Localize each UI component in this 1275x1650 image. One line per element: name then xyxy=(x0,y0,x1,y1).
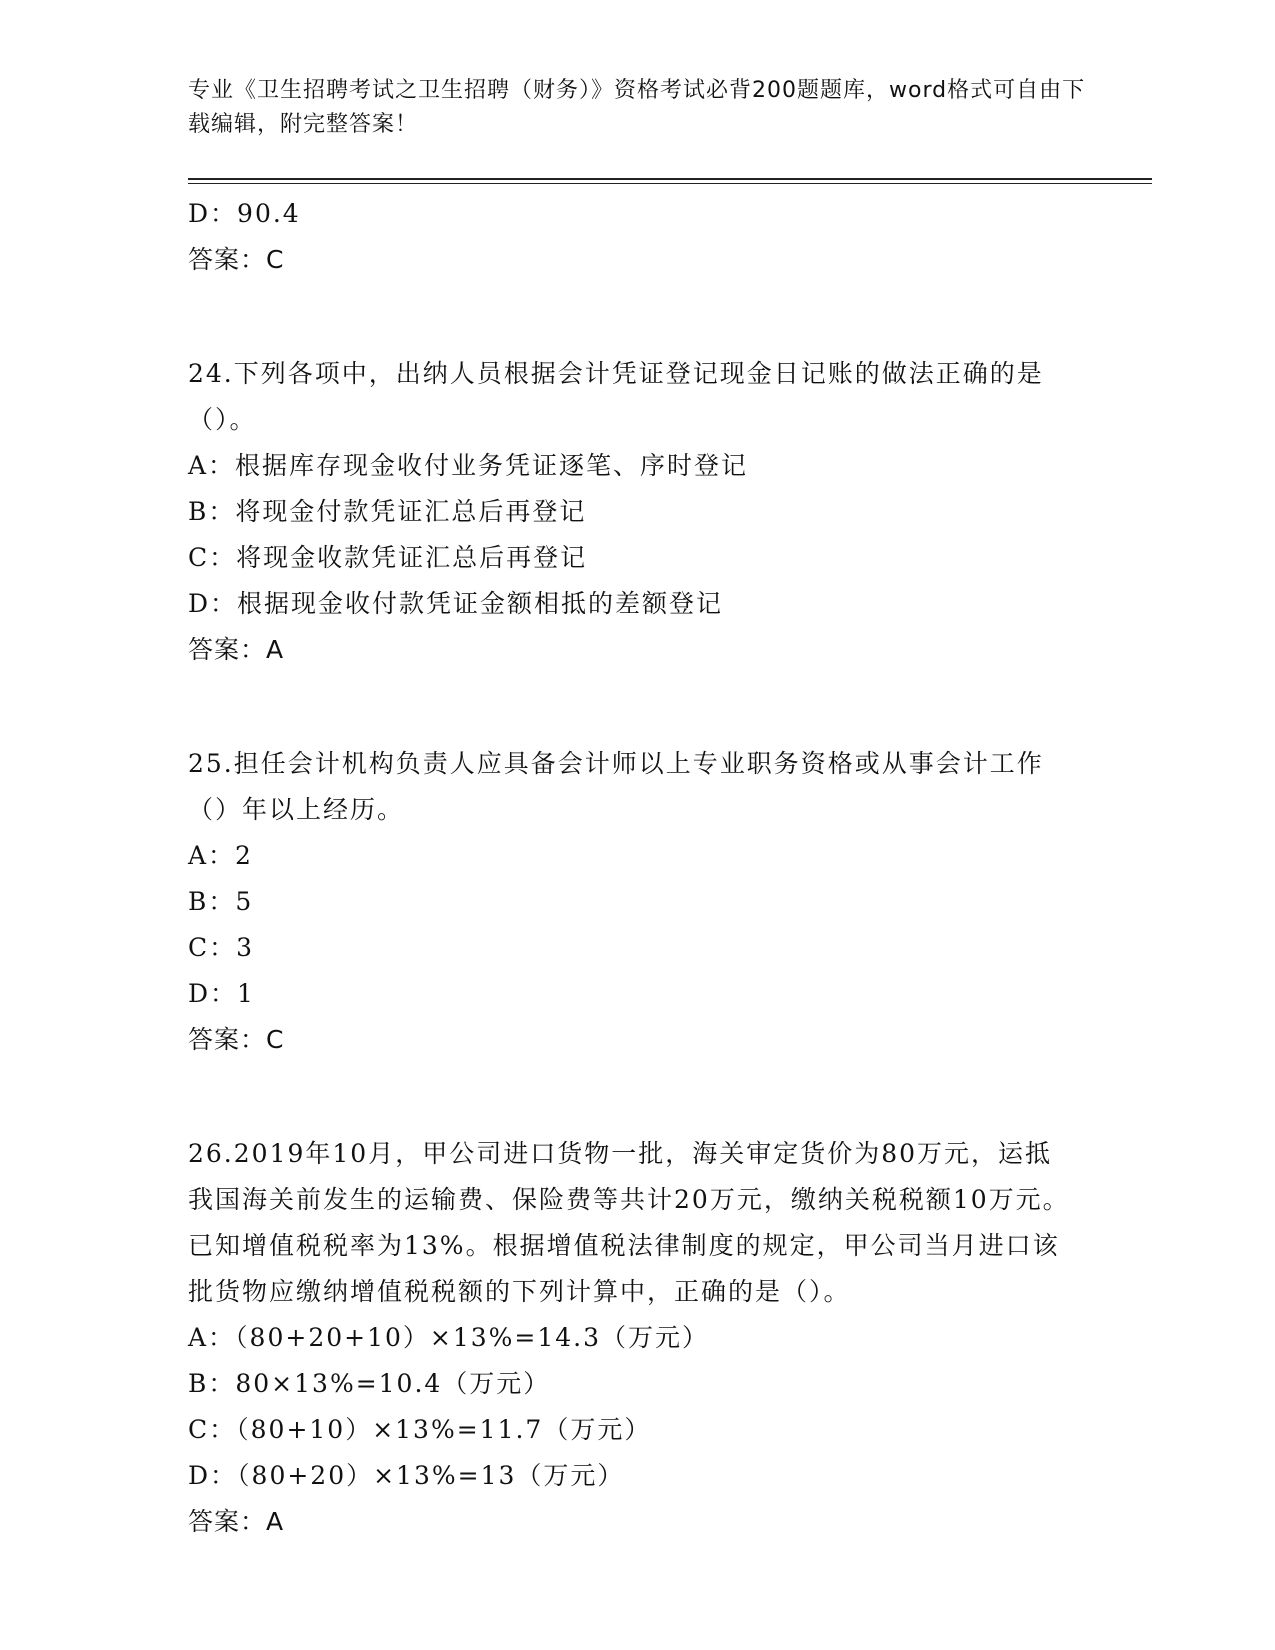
header-rule-thin xyxy=(188,183,1152,184)
option-d: D：1 xyxy=(188,979,255,1008)
document-header: 专业《卫生招聘考试之卫生招聘（财务）》资格考试必背200题题库，word格式可自由下载编辑，附完整答案！ xyxy=(188,78,1086,137)
spacer xyxy=(188,1063,1088,1131)
option-a: A：2 xyxy=(188,841,253,870)
option-b: B：将现金付款凭证汇总后再登记 xyxy=(188,497,587,526)
spacer xyxy=(188,283,1088,351)
option-a: A：根据库存现金收付业务凭证逐笔、序时登记 xyxy=(188,451,749,480)
option-d: D：90.4 xyxy=(188,199,301,228)
option-d: D：（80+20）×13%=13（万元） xyxy=(188,1461,625,1490)
previous-question-tail xyxy=(188,191,1088,283)
header-rule-thick xyxy=(188,178,1152,180)
option-b: B：80×13%=10.4（万元） xyxy=(188,1369,551,1398)
option-c: C：3 xyxy=(188,933,255,962)
option-c: C：（80+10）×13%=11.7（万元） xyxy=(188,1415,652,1444)
answer-line: 答案：C xyxy=(188,245,285,274)
option-d: D：根据现金收付款凭证金额相抵的差额登记 xyxy=(188,589,724,618)
answer-line: 答案：A xyxy=(188,635,285,664)
document-body xyxy=(188,191,1088,1545)
option-b: B：5 xyxy=(188,887,254,916)
spacer xyxy=(188,673,1088,741)
question-26 xyxy=(188,1131,1088,1545)
question-25 xyxy=(188,741,1088,1063)
question-24 xyxy=(188,351,1088,673)
answer-line: 答案：A xyxy=(188,1507,285,1536)
question-stem: 25.担任会计机构负责人应具备会计师以上专业职务资格或从事会计工作（）年以上经历。 xyxy=(188,749,1044,824)
option-c: C：将现金收款凭证汇总后再登记 xyxy=(188,543,588,572)
answer-line: 答案：C xyxy=(188,1025,285,1054)
option-a: A：（80+20+10）×13%=14.3（万元） xyxy=(188,1323,710,1352)
question-stem: 24.下列各项中，出纳人员根据会计凭证登记现金日记账的做法正确的是（）。 xyxy=(188,359,1044,434)
question-stem: 26.2019年10月，甲公司进口货物一批，海关审定货价为80万元，运抵我国海关前发生的运输费、保险费等共计20万元，缴纳关税税额10万元。已知增值税税率为13%。根据增值税法律制度的规定，甲公司当月进口该批货物应缴纳增值税税额的下列计算中，正确的是（）。 xyxy=(188,1139,1070,1306)
